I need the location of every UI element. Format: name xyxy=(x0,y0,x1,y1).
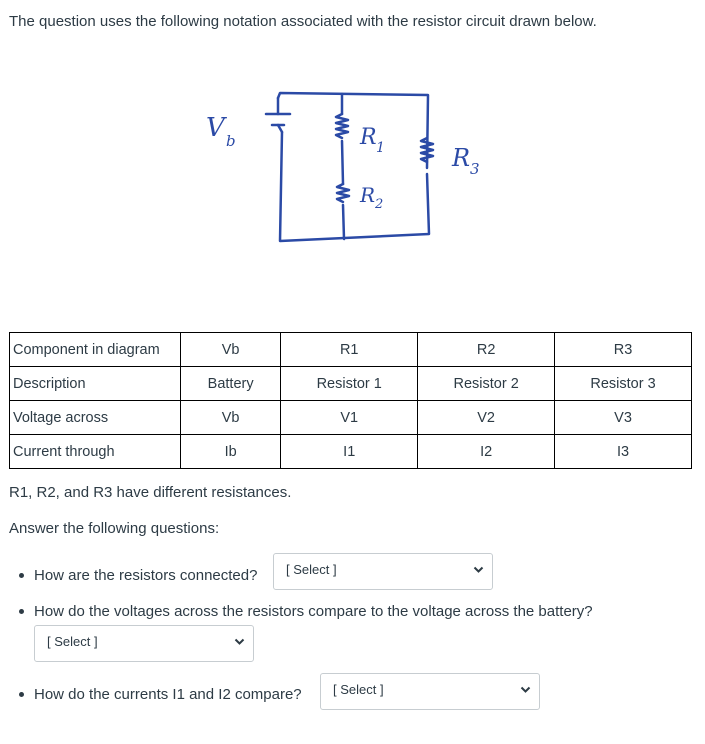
r1-sub: 1 xyxy=(376,140,385,156)
table-cell: Resistor 3 xyxy=(555,367,692,401)
table-cell: V1 xyxy=(281,401,418,435)
table-row xyxy=(10,367,692,401)
table-cell: Current through xyxy=(10,435,181,469)
table-cell: V3 xyxy=(555,401,692,435)
table-cell: Battery xyxy=(181,367,281,401)
chevron-down-icon xyxy=(473,566,484,574)
r2-sub: 2 xyxy=(375,197,384,212)
r3-label: R xyxy=(452,144,471,172)
table-cell: Voltage across xyxy=(10,401,181,435)
table-row xyxy=(10,401,692,435)
r2-label: R xyxy=(360,183,376,207)
question-3 xyxy=(19,686,302,703)
question-2-select-value: [ Select ] xyxy=(47,634,98,649)
table-cell: Vb xyxy=(181,333,281,367)
chevron-down-icon xyxy=(234,638,245,646)
question-1 xyxy=(19,567,257,584)
table-row xyxy=(10,333,692,367)
bullet-icon xyxy=(19,692,24,697)
table-cell: R3 xyxy=(555,333,692,367)
notation-table xyxy=(9,332,692,469)
table-cell: I3 xyxy=(555,435,692,469)
question-1-select-value: [ Select ] xyxy=(286,562,337,577)
r3-sub: 3 xyxy=(470,160,480,178)
chevron-down-icon xyxy=(520,686,531,694)
r1-label: R xyxy=(360,125,377,150)
table-row xyxy=(10,435,692,469)
intro-text: The question uses the following notation associated with the resistor circuit drawn below. xyxy=(9,13,597,30)
table-cell: Component in diagram xyxy=(10,333,181,367)
question-2-text: How do the voltages across the resistors compare to the voltage across the battery? xyxy=(34,603,593,620)
vb-sub: b xyxy=(226,132,236,150)
question-2-select[interactable] xyxy=(34,625,254,662)
table-cell: Ib xyxy=(181,435,281,469)
resistance-note: R1, R2, and R3 have different resistances. xyxy=(9,484,292,501)
bullet-icon xyxy=(19,609,24,614)
bullet-icon xyxy=(19,573,24,578)
question-3-text: How do the currents I1 and I2 compare? xyxy=(34,686,302,703)
table-cell: R1 xyxy=(281,333,418,367)
question-1-text: How are the resistors connected? xyxy=(34,567,258,584)
question-3-select[interactable] xyxy=(320,673,540,710)
table-cell: Resistor 1 xyxy=(281,367,418,401)
table-cell: Description xyxy=(10,367,181,401)
question-3-select-value: [ Select ] xyxy=(333,682,384,697)
table-cell: Vb xyxy=(181,401,281,435)
circuit-diagram xyxy=(200,86,500,251)
question-1-select[interactable] xyxy=(273,553,493,590)
table-cell: R2 xyxy=(418,333,555,367)
table-cell: I1 xyxy=(281,435,418,469)
table-cell: V2 xyxy=(418,401,555,435)
table-cell: Resistor 2 xyxy=(418,367,555,401)
table-cell: I2 xyxy=(418,435,555,469)
vb-label: V xyxy=(206,113,225,143)
question-2 xyxy=(19,603,593,620)
answer-prompt: Answer the following questions: xyxy=(9,520,220,537)
